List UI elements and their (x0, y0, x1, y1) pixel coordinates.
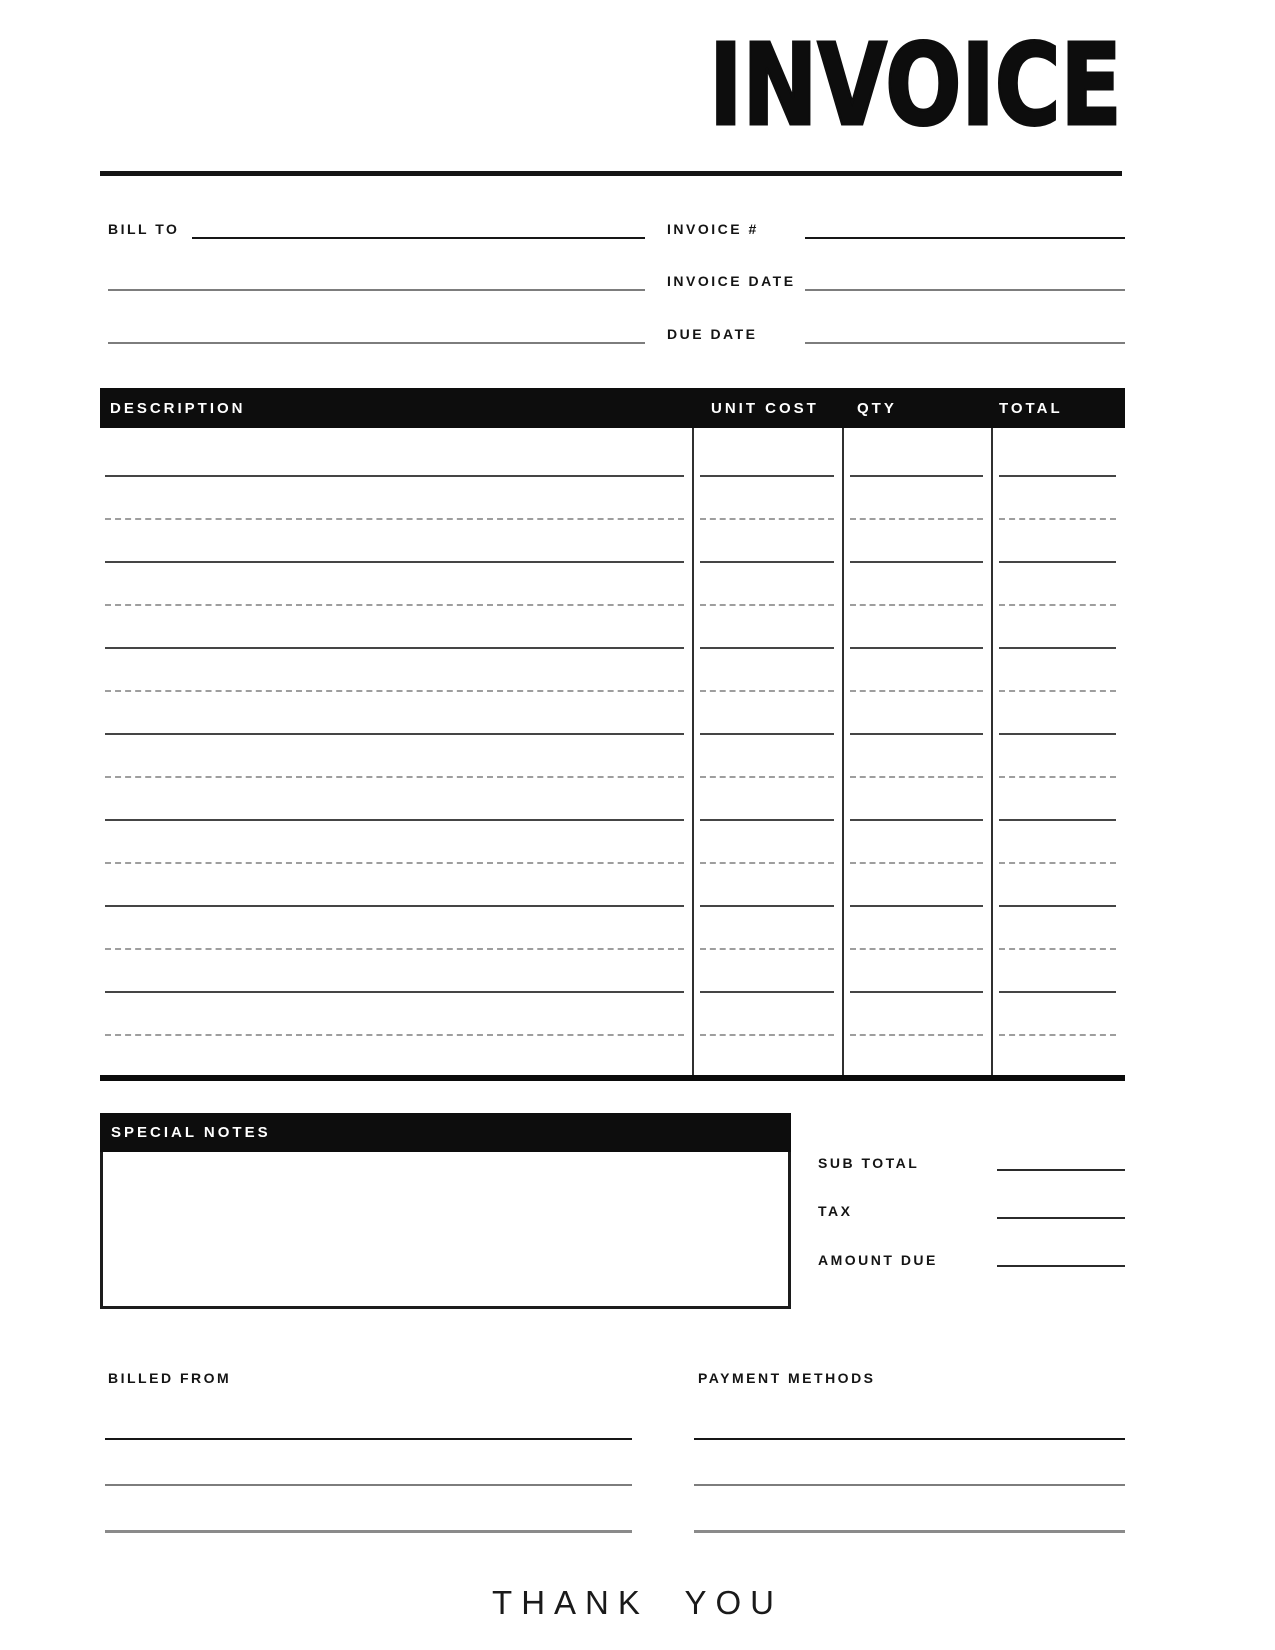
column-header-qty: QTY (857, 399, 897, 417)
table-bottom-rule (100, 1075, 1125, 1081)
table-row[interactable] (100, 778, 1125, 821)
table-row[interactable] (100, 649, 1125, 692)
billed-from-field-line3[interactable] (105, 1530, 632, 1533)
table-row[interactable] (100, 735, 1125, 778)
header-rule (100, 171, 1122, 176)
sub-total-field[interactable] (997, 1169, 1125, 1171)
table-row[interactable] (100, 477, 1125, 520)
invoice-number-label: INVOICE # (667, 221, 759, 237)
bill-to-field-line2[interactable] (108, 289, 645, 291)
column-header-total: TOTAL (999, 399, 1063, 417)
due-date-label: DUE DATE (667, 326, 758, 342)
due-date-field[interactable] (805, 342, 1125, 344)
table-row[interactable] (100, 520, 1125, 563)
payment-methods-field-line1[interactable] (694, 1438, 1125, 1440)
table-row[interactable] (100, 907, 1125, 950)
invoice-date-field[interactable] (805, 289, 1125, 291)
invoice-number-field[interactable] (805, 237, 1125, 239)
table-row[interactable] (100, 563, 1125, 606)
table-header (100, 388, 1125, 428)
bill-to-field[interactable] (192, 237, 645, 239)
billed-from-field-line2[interactable] (105, 1484, 632, 1486)
table-row[interactable] (100, 821, 1125, 864)
thank-you-text: THANK YOU (492, 1584, 783, 1621)
table-row[interactable] (100, 428, 1125, 477)
table-row[interactable] (100, 606, 1125, 649)
billed-from-label: BILLED FROM (108, 1370, 232, 1386)
bill-to-label: BILL TO (108, 221, 180, 237)
page-title: INVOICE (709, 21, 1122, 151)
invoice-date-label: INVOICE DATE (667, 273, 796, 289)
payment-methods-label: PAYMENT METHODS (698, 1370, 876, 1386)
special-notes-label: SPECIAL NOTES (111, 1124, 271, 1141)
amount-due-label: AMOUNT DUE (818, 1252, 938, 1268)
sub-total-label: SUB TOTAL (818, 1155, 920, 1171)
table-row[interactable] (100, 692, 1125, 735)
table-row[interactable] (100, 950, 1125, 993)
amount-due-field[interactable] (997, 1265, 1125, 1267)
table-row[interactable] (100, 993, 1125, 1036)
payment-methods-field-line3[interactable] (694, 1530, 1125, 1533)
table-row[interactable] (100, 864, 1125, 907)
special-notes-header (100, 1113, 791, 1152)
tax-label: TAX (818, 1203, 853, 1219)
special-notes-box[interactable] (100, 1152, 791, 1309)
tax-field[interactable] (997, 1217, 1125, 1219)
table-body (100, 428, 1125, 1075)
column-header-unit-cost: UNIT COST (711, 399, 819, 417)
column-header-description: DESCRIPTION (110, 399, 246, 417)
payment-methods-field-line2[interactable] (694, 1484, 1125, 1486)
bill-to-field-line3[interactable] (108, 342, 645, 344)
billed-from-field-line1[interactable] (105, 1438, 632, 1440)
